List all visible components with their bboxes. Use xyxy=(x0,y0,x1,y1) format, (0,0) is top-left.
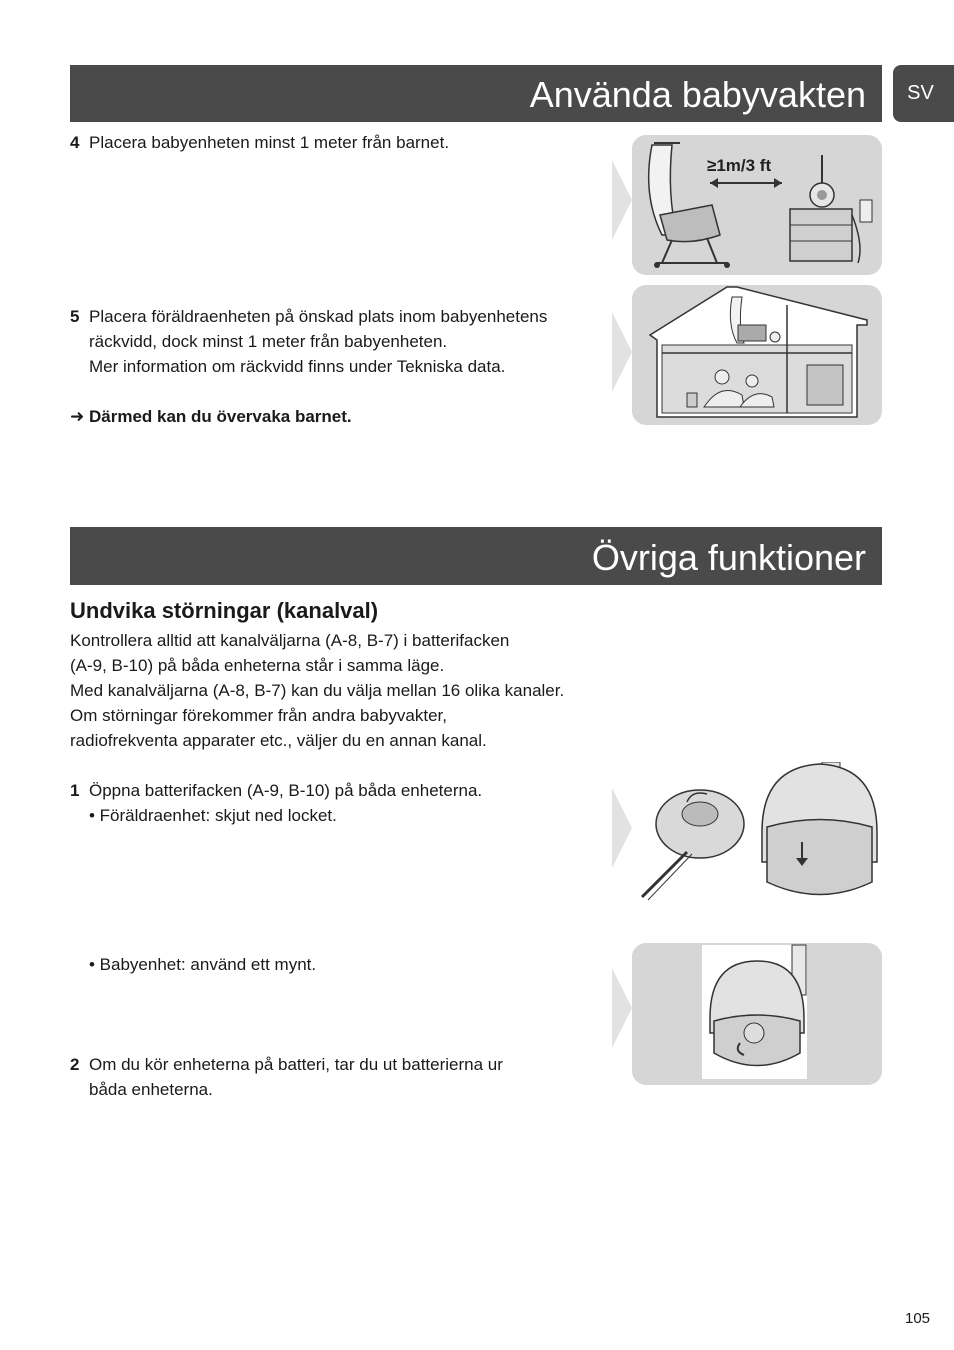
step-text-line: Placera föräldraenheten på önskad plats inom babyenhetens xyxy=(89,307,548,326)
step-4 xyxy=(70,130,449,155)
step-text-line: Mer information om räckvidd finns under Tekniska data. xyxy=(89,357,506,376)
step-text: Placera babyenheten minst 1 meter från barnet. xyxy=(89,133,450,152)
figure-pointer xyxy=(612,160,632,240)
language-tab: SV xyxy=(893,65,954,122)
figure-house xyxy=(632,285,882,425)
section-title-bar xyxy=(70,527,882,585)
step-number: 1 xyxy=(70,781,80,800)
bullet-baby-unit-line xyxy=(70,952,316,977)
step-1 xyxy=(70,778,482,828)
distance-label: ≥1m/3 ft xyxy=(707,156,772,175)
intro-line: (A-9, B-10) på båda enheterna står i samma läge. xyxy=(70,656,445,675)
figure-pointer xyxy=(612,312,632,392)
step-2 xyxy=(70,1052,503,1102)
intro-paragraph xyxy=(70,628,564,753)
result-arrow-icon: ➜ xyxy=(70,407,85,426)
intro-line: radiofrekventa apparater etc., väljer du en annan kanal. xyxy=(70,731,487,750)
step-number: 5 xyxy=(70,307,80,326)
figure-crib-distance xyxy=(632,135,882,275)
page-number: 105 xyxy=(905,1310,931,1327)
step-5 xyxy=(70,304,547,379)
step-text-line: båda enheterna. xyxy=(89,1080,213,1099)
figure-baby-unit-battery xyxy=(632,943,882,1085)
section-title-bar xyxy=(70,65,882,122)
bullet-baby-unit: • Babyenhet: använd ett mynt. xyxy=(89,955,317,974)
result-text: Därmed kan du övervaka barnet. xyxy=(88,407,352,426)
bullet-parent-unit: • Föräldraenhet: skjut ned locket. xyxy=(89,806,337,825)
figure-pointer xyxy=(612,968,632,1048)
figure-parent-unit-battery xyxy=(632,762,882,904)
intro-line: Kontrollera alltid att kanalväljarna (A-8, B-7) i batterifacken xyxy=(70,631,510,650)
figure-pointer xyxy=(612,788,632,868)
section-title: Övriga funktioner xyxy=(591,537,866,578)
section-title: Använda babyvakten xyxy=(529,74,866,115)
step-number: 4 xyxy=(70,133,80,152)
step-text: Öppna batterifacken (A-9, B-10) på båda enheterna. xyxy=(89,781,483,800)
step-text-line: Om du kör enheterna på batteri, tar du ut batterierna ur xyxy=(89,1055,503,1074)
intro-line: Om störningar förekommer från andra babyvakter, xyxy=(70,706,447,725)
step-number: 2 xyxy=(70,1055,80,1074)
step-text-line: räckvidd, dock minst 1 meter från babyenheten. xyxy=(89,332,448,351)
intro-line: Med kanalväljarna (A-8, B-7) kan du välja mellan 16 olika kanaler. xyxy=(70,681,565,700)
result-line xyxy=(70,404,352,429)
subheading: Undvika störningar (kanalval) xyxy=(70,598,379,623)
